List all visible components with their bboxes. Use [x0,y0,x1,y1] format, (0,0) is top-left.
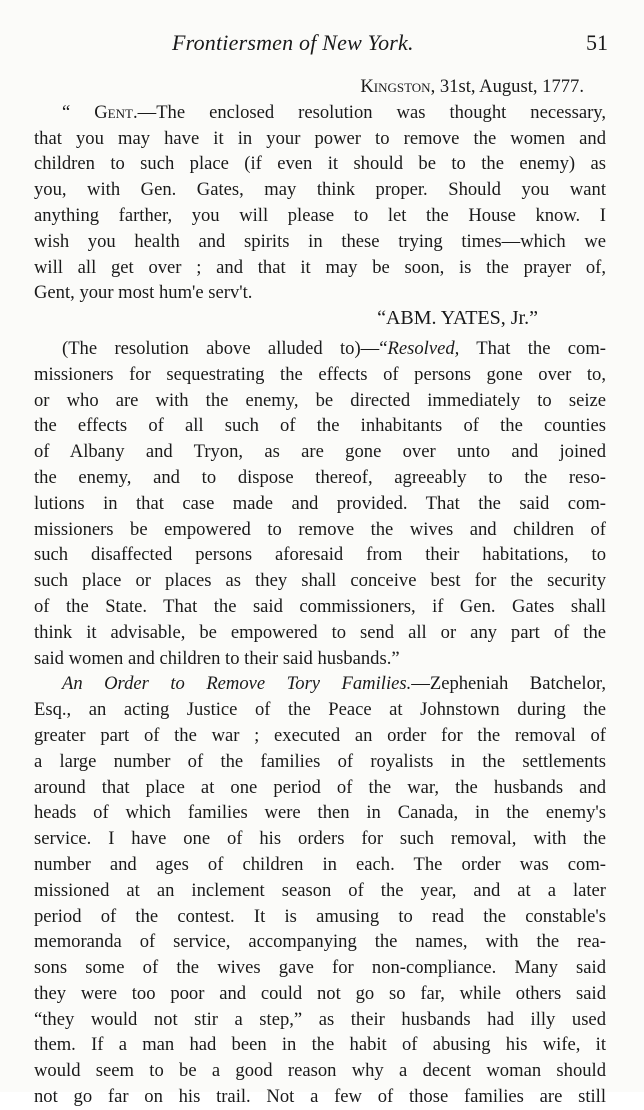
order-line: period of the contest. It is amusing to read the constable's [34,905,606,927]
letter-salutation: “ Gent. [62,101,138,123]
letter-line: wish you health and spirits in these trying times—which we [34,230,606,252]
dateline-date: , 31st, August, 1777. [430,76,584,97]
order-line: “they would not stir a step,” as their husbands had illy used [34,1008,606,1030]
order-first-rest: —Zepheniah Batchelor, [411,673,606,695]
resolution-line: of the State. That the said commissioners, if Gen. Gates shall [34,595,606,617]
resolution-line: such disaffected persons aforesaid from their habitations, to [34,544,606,566]
resolution-line [34,336,606,362]
running-title: Frontiersmen of New York. [172,30,414,55]
order-line: them. If a man had been in the habit of abusing his wife, it [34,1034,606,1056]
letter-line: Gent, your most hum'e serv't. [34,282,253,304]
resolution-line: such place or places as they shall conceive best for the security [34,570,606,592]
order-line: sons some of the wives gave for non-compliance. Many said [34,957,606,979]
order-line: a large number of the families of royalists in the settlements [34,750,606,772]
letter-dateline [34,74,606,100]
resolution-first-rest: That the com- [459,337,606,359]
resolution-line: think it advisable, be empowered to send all or any part of the [34,621,606,643]
resolved-word: Resolved, [387,337,460,359]
order-line: not go far on his trail. Not a few of those families are still [34,1086,606,1108]
letter-line: you, with Gen. Gates, may think proper. Should you want [34,179,606,201]
resolution-line: missioners be empowered to remove the wives and children of [34,518,606,540]
letter-line: that you may have it in your power to remove the women and [34,127,606,149]
dateline-place: Kingston [360,76,431,97]
resolution-line: said women and children to their said husbands.” [34,647,400,669]
resolution-line: missioners for sequestrating the effects of persons gone over to, [34,363,606,385]
letter-line-text: —The enclosed resolution was thought necessary, [137,101,606,123]
order-line: heads of which families were then in Canada, in the enemy's [34,802,606,824]
order-line: Esq., an acting Justice of the Peace at Johnstown during the [34,699,606,721]
resolution-line: the effects of all such of the inhabitants of the counties [34,415,606,437]
order-line: number and ages of children in each. The order was com- [34,853,606,875]
order-line: greater part of the war ; executed an order for the removal of [34,724,606,746]
page-body [34,74,606,1110]
order-line: service. I have one of his orders for such removal, with the [34,828,606,850]
order-line: would seem to be a good reason why a decent woman should [34,1060,606,1082]
order-line: missioned at an inclement season of the year, and at a later [34,879,606,901]
order-line: around that place at one period of the war, the husbands and [34,776,606,798]
order-line: they were too poor and could not go so far, while others said [34,982,606,1004]
resolution-line: lutions in that case made and provided. That the said com- [34,492,606,514]
order-line: memoranda of service, accompanying the names, with the rea- [34,931,606,953]
letter-line: anything farther, you will please to let the House know. I [34,204,606,226]
letter-signature: “ABM. YATES, Jr.” [377,307,538,330]
resolution-line: the enemy, and to dispose thereof, agreeably to the reso- [34,466,606,488]
resolution-line: or who are with the enemy, be directed immediately to seize [34,389,606,411]
order-line [34,671,606,697]
section-heading: An Order to Remove Tory Families. [62,673,412,695]
page-header [0,30,644,60]
page-number: 51 [586,30,608,55]
letter-line [34,100,606,126]
resolution-line: of Albany and Tryon, as are gone over unto and joined [34,441,606,463]
resolution-lead: (The resolution above alluded to)—“ [62,337,388,359]
letter-line: children to such place (if even it should be to the enemy) as [34,153,606,175]
letter-line: will all get over ; and that it may be soon, is the prayer of, [34,256,606,278]
